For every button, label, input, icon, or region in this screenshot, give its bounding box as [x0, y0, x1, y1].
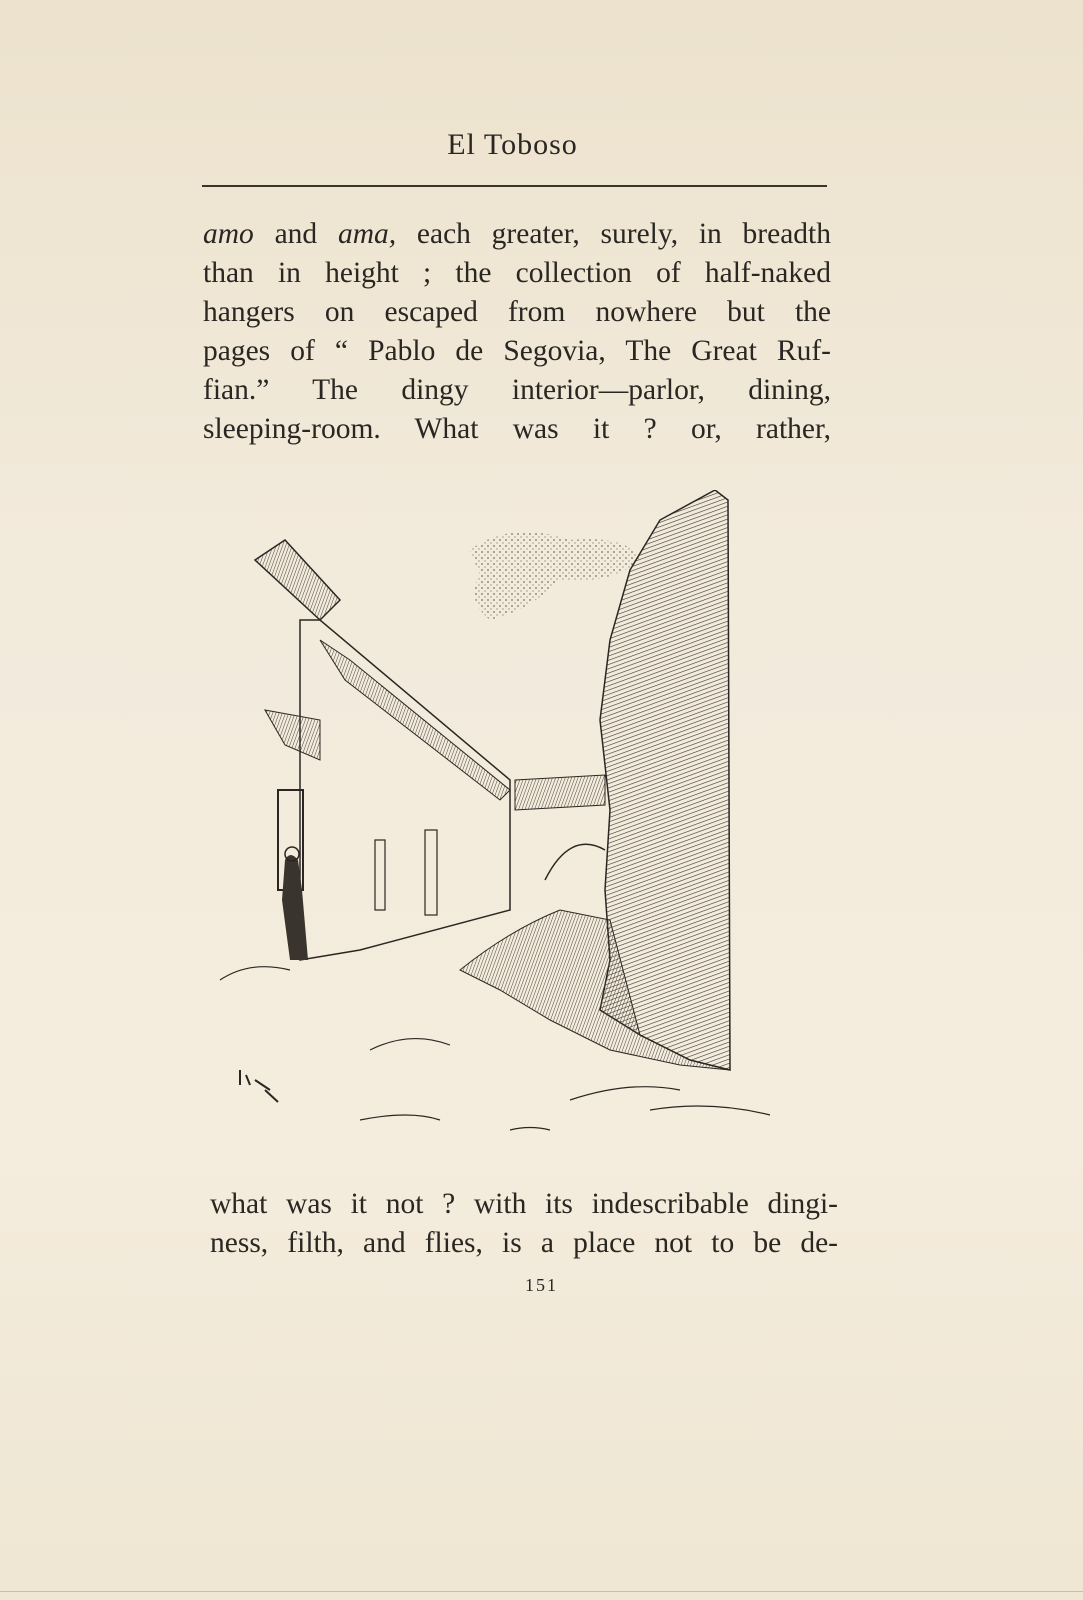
figure [282, 855, 308, 960]
line-fragment: each greater, surely, in breadth [396, 218, 831, 250]
left-roof-top [255, 540, 340, 620]
text-line: than in height ; the collection of half-naked [203, 257, 831, 289]
italic-word: ama, [337, 218, 397, 250]
left-building [300, 620, 510, 960]
top-paragraph [203, 215, 831, 449]
bottom-paragraph [210, 1185, 838, 1263]
text-line: hangers on escaped from nowhere but the [203, 296, 831, 328]
italic-word: amo [203, 218, 254, 250]
street-scene-illustration [210, 490, 800, 1160]
text-line: sleeping-room. What was it ? or, rather, [203, 413, 831, 445]
page-edge [0, 1591, 1083, 1592]
page-number: 151 [525, 1275, 558, 1295]
line-fragment: and [253, 218, 338, 250]
text-line: pages of “ Pablo de Segovia, The Great Ruf- [203, 335, 831, 367]
running-head: El Toboso [447, 128, 578, 161]
header-rule [202, 185, 827, 187]
text-line: what was it not ? with its indescribable dingi- [210, 1188, 838, 1220]
far-roof [515, 775, 605, 810]
cloud [470, 532, 640, 620]
text-line: fian.” The dingy interior—parlor, dining, [203, 374, 831, 406]
text-line [203, 215, 831, 254]
balcony [265, 710, 320, 760]
artist-signature [240, 1070, 278, 1102]
text-line: ness, filth, and flies, is a place not to be de- [210, 1227, 838, 1259]
arch [545, 844, 605, 880]
left-eave [320, 640, 510, 800]
